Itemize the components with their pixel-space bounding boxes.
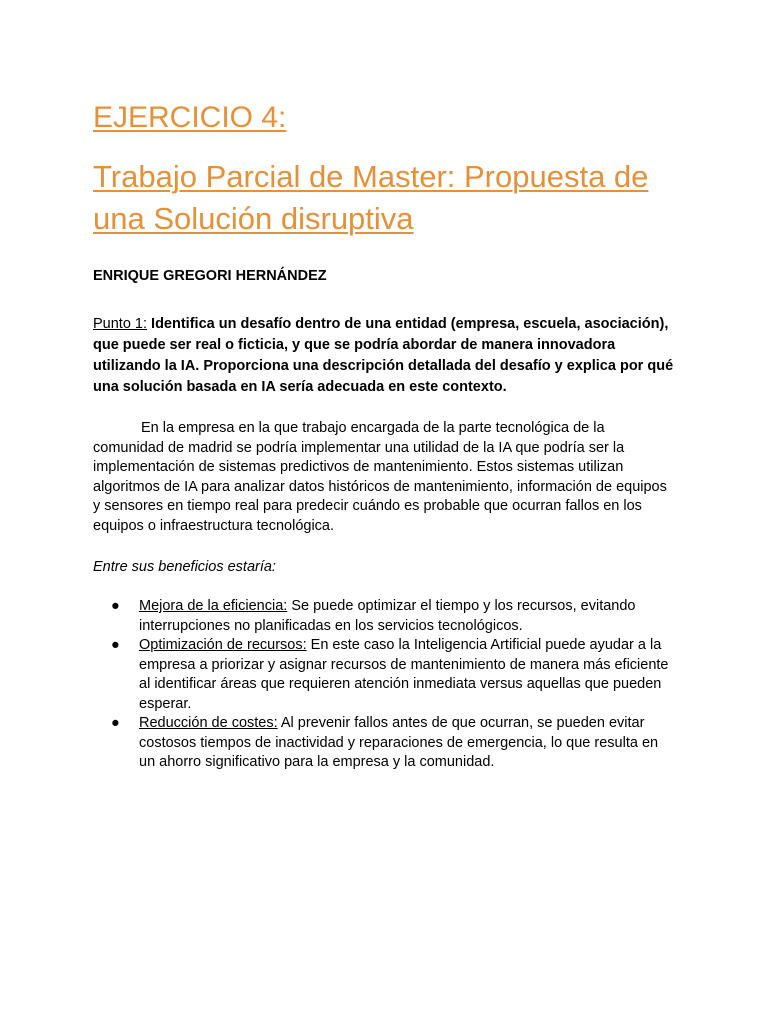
benefit-label: Mejora de la eficiencia:: [139, 598, 288, 614]
bullet-icon: ●: [111, 715, 120, 731]
punto-1-text: Identifica un desafío dentro de una entidad (empresa, escuela, asociación), que puede ser real o ficticia, y que se podría abordar de manera innovadora utilizando la IA. Proporciona una descripción detallada del desafío y explica por qué una solución basada en IA sería adecuada en este contexto.: [93, 316, 674, 395]
benefit-label: Optimización de recursos:: [139, 637, 307, 653]
benefits-list: [93, 597, 677, 773]
list-item: [93, 597, 677, 636]
list-item: [93, 636, 677, 714]
punto-1-label: Punto 1:: [93, 316, 148, 332]
benefit-text: En este caso la Inteligencia Artificial puede ayudar a la empresa a priorizar y asignar recursos de mantenimiento de manera más eficiente al identificar áreas que requieren atención inmediata versus aquellas que pueden esperar.: [139, 637, 669, 712]
document-title: Trabajo Parcial de Master: Propuesta de una Solución disruptiva: [93, 159, 649, 236]
punto-1-question: [93, 314, 677, 398]
author-name: ENRIQUE GREGORI HERNÁNDEZ: [93, 268, 327, 284]
body-paragraph: En la empresa en la que trabajo encargada de la parte tecnológica de la comunidad de madrid se podría implementar una utilidad de la IA que podría ser la implementación de sistemas predictivos de mantenimiento. Estos sistemas utilizan algoritmos de IA para analizar datos históricos de mantenimiento, información de equipos y sensores en tiempo real para predecir cuándo es probable que ocurran fallos en los equipos o infraestructura tecnológica.: [93, 420, 667, 534]
benefit-text: Se puede optimizar el tiempo y los recursos, evitando interrupciones no planificadas en los servicios tecnológicos.: [139, 598, 636, 634]
list-item: [93, 714, 677, 773]
bullet-icon: ●: [111, 637, 120, 653]
bullet-icon: ●: [111, 598, 120, 614]
benefit-label: Reducción de costes:: [139, 715, 278, 731]
benefits-intro: Entre sus beneficios estaría:: [93, 559, 276, 575]
exercise-heading: EJERCICIO 4:: [93, 101, 287, 134]
document-page: [93, 98, 677, 773]
benefit-text: Al prevenir fallos antes de que ocurran, se pueden evitar costosos tiempos de inactividad y reparaciones de emergencia, lo que resulta en un ahorro significativo para la empresa y la comunidad.: [139, 715, 659, 770]
